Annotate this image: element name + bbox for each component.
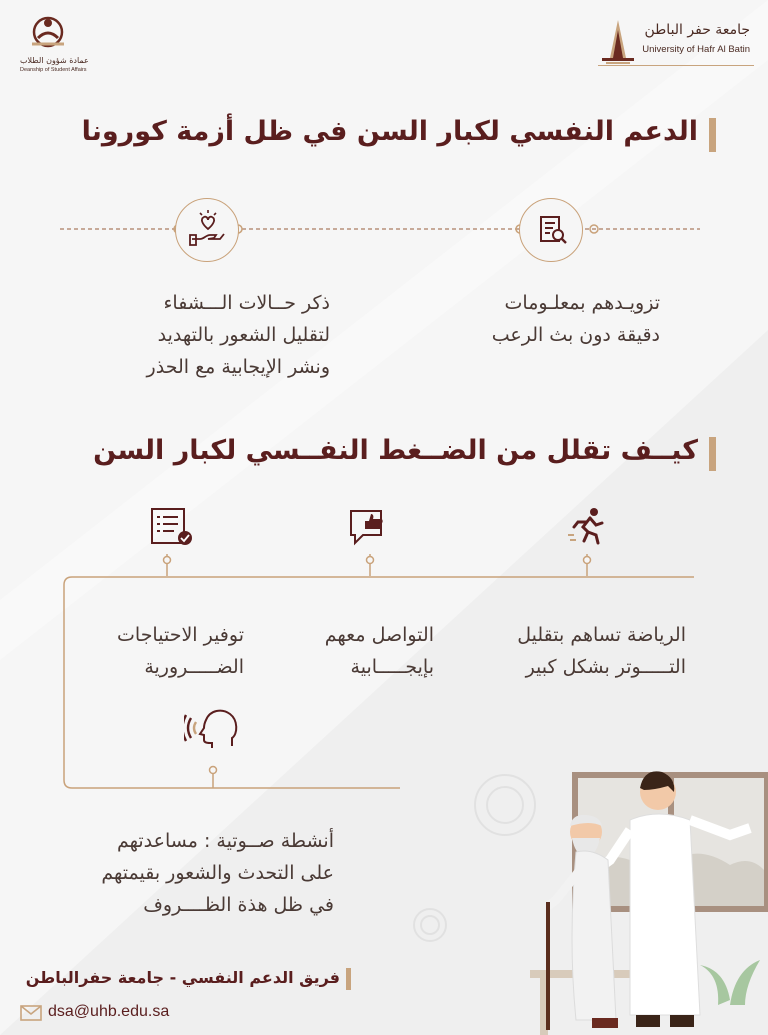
section2-title-bar [709, 437, 716, 471]
section2-item-4-text [34, 825, 334, 921]
caregiver-elderly-illustration [400, 760, 768, 1035]
footer-email[interactable]: dsa@uhb.edu.sa [48, 1003, 170, 1020]
section1-item-2-icon [175, 198, 239, 262]
section2-item-4-line-3: في ظل هذة الظــــروف [143, 894, 334, 916]
thumbs-up-chat-icon [347, 505, 391, 549]
university-emblem-icon [598, 18, 638, 66]
section2-item-4-line-1: أنشطة صــوتية : مساعدتهم [116, 830, 334, 852]
mail-icon [20, 1005, 42, 1021]
section2-item-3-line-1: توفير الاحتياجات [117, 624, 244, 646]
footer-team-bar [346, 968, 351, 990]
section1-timeline [60, 196, 700, 262]
section2-item-2-line-2: بإيجـــــابية [350, 656, 434, 678]
section2-item-1-line-2: التـــــوتر بشكل كبير [525, 656, 686, 678]
section2-item-2-text [274, 619, 434, 683]
virus-decoration [414, 775, 535, 941]
document-search-icon [520, 199, 584, 263]
hand-heart-icon [176, 199, 240, 263]
university-name-en: University of Hafr Al Batin [642, 44, 750, 55]
section2-item-4-line-2: على التحدث والشعور بقيمتهم [101, 862, 334, 884]
deanship-emblem-icon [26, 14, 70, 54]
university-name-ar: جامعة حفر الباطن [644, 22, 750, 38]
deanship-name-en: Deanship of Student Affairs [20, 67, 87, 73]
section1-item-1-icon [519, 198, 583, 262]
footer-team: فريق الدعم النفسي - جامعة حفرالباطن [25, 968, 340, 987]
section1-item-1-line-1: تزويـدهم بمعلـومات [504, 292, 660, 314]
checklist-icon [148, 505, 194, 549]
university-logo [598, 16, 754, 68]
running-person-icon [566, 505, 608, 547]
section1-item-1-line-2: دقيقة دون بث الرعب [491, 324, 660, 346]
section1-item-2-line-1: ذكر حــالات الـــشفاء [163, 292, 330, 314]
section1-item-2-text [70, 287, 330, 383]
section1-title: الدعم النفسي لكبار السن في ظل أزمة كورونا [81, 116, 698, 147]
section1-title-bar [709, 118, 716, 152]
section2-item-3-line-2: الضـــــرورية [144, 656, 244, 678]
deanship-logo [16, 14, 89, 76]
section1-item-1-text [400, 287, 660, 351]
section2-title: كيــف تقلل من الضــغط النفــسي لكبار السن [93, 435, 698, 466]
section2-item-2-line-1: التواصل معهم [324, 624, 434, 646]
section1-item-2-line-3: ونشر الإيجابية مع الحذر [146, 356, 330, 378]
header-underline [598, 65, 754, 66]
section2-item-1-text [446, 619, 686, 683]
section2-item-3-text [64, 619, 244, 683]
deanship-name-ar: عمادة شؤون الطلاب [20, 56, 89, 65]
speaking-head-icon [184, 706, 240, 752]
section2-item-1-line-1: الرياضة تساهم بتقليل [517, 624, 686, 646]
section1-item-2-line-2: لتقليل الشعور بالتهديد [157, 324, 330, 346]
